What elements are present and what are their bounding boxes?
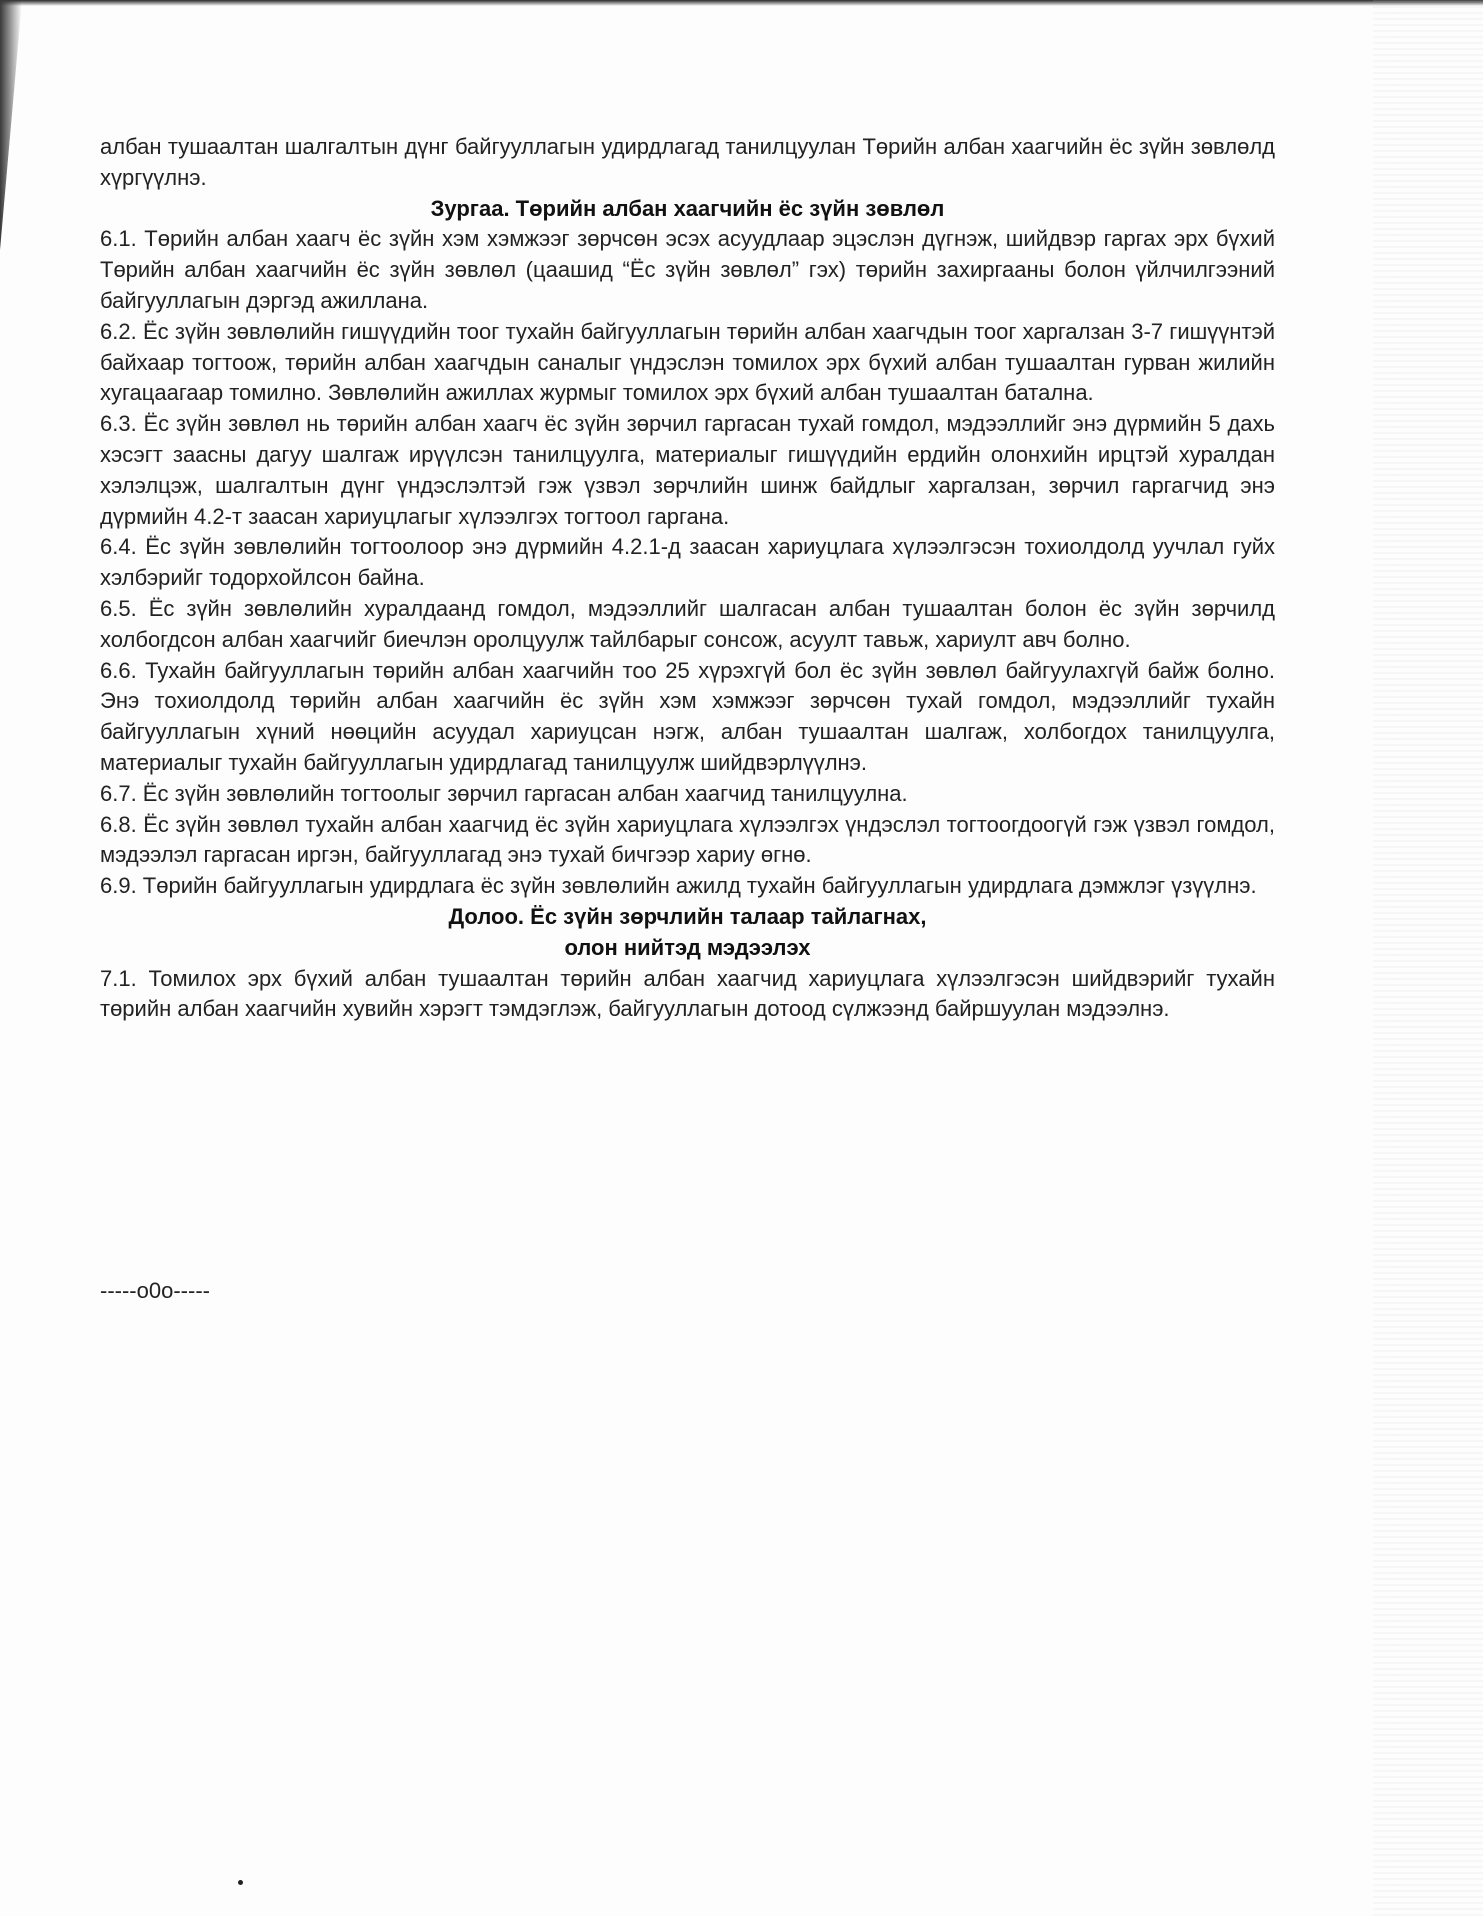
clause-6-6: 6.6. Тухайн байгууллагын төрийн албан хаагчийн тоо 25 хүрэхгүй бол ёс зүйн зөвлөл байгуулахгүй байж болно. Энэ тохиолдолд төрийн албан хаагчийн ёс зүйн хэм хэмжээг зөрчсөн тухай гомдол, мэдээллийг тухайн байгууллагын хүний нөөцийн асуудал хариуцсан нэгж, албан тушаалтан шалгаж, холбогдох танилцуулга, материалыг тухайн байгууллагын удирдлагад танилцуулж шийдвэрлүүлнэ. [100,657,1275,775]
clause-6-9: 6.9. Төрийн байгууллагын удирдлага ёс зүйн зөвлөлийн ажилд тухайн байгууллагын удирдлага дэмжлэг үзүүлнэ. [100,873,1257,899]
scan-edge-left [0,0,22,250]
clause-6-4: 6.4. Ёс зүйн зөвлөлийн тогтоолоор энэ дүрмийн 4.2.1-д заасан хариуцлага хүлээлгэсэн тохиолдолд уучлал гуйх хэлбэрийг тодорхойлсон байна. [100,534,1275,591]
section-6-title: Зургаа. Төрийн албан хаагчийн ёс зүйн зөвлөл [430,195,945,221]
clause-6-1: 6.1. Төрийн албан хаагч ёс зүйн хэм хэмжээг зөрчсөн эсэх асуудлаар эцэслэн дүгнэж, шийдвэр гаргах эрх бүхий Төрийн албан хаагчийн ёс зүйн зөвлөл (цаашид “Ёс зүйн зөвлөл” гэх) төрийн захиргааны болон үйлчилгээний байгууллагын дэргэд ажиллана. [100,226,1275,313]
section-7-title-line-2: олон нийтэд мэдээлэх [564,934,811,960]
scan-edge-top [0,0,1483,6]
section-7-title-line-1: Долоо. Ёс зүйн зөрчлийн талаар тайлагнах, [448,903,927,929]
clause-6-3: 6.3. Ёс зүйн зөвлөл нь төрийн албан хаагч ёс зүйн зөрчил гаргасан тухай гомдол, мэдээллийг энэ дүрмийн 5 дахь хэсэгт заасны дагуу шалгаж ирүүлсэн танилцуулга, материалыг гишүүдийн ердийн олонхийн ирцтэй хуралдан хэлэлцэж, шалгалтын дүнг үндэслэлтэй гэж үзвэл зөрчлийн шинж байдлыг харгалзан, зөрчил гаргагчид энэ дүрмийн 4.2-т заасан хариуцлагыг хүлээлгэх тогтоол гаргана. [100,411,1275,529]
clause-6-5: 6.5. Ёс зүйн зөвлөлийн хуралдаанд гомдол, мэдээллийг шалгасан албан тушаалтан болон ёс зүйн зөрчилд холбогдсон албан хаагчийг биечлэн оролцуулж тайлбарыг сонсож, асуулт тавьж, хариулт авч болно. [100,595,1275,652]
scan-speck [238,1880,243,1885]
intro-paragraph: албан тушаалтан шалгалтын дүнг байгууллагын удирдлагад танилцуулан Төрийн албан хаагчийн ёс зүйн зөвлөлд хүргүүлнэ. [100,134,1275,190]
document-end-mark: -----o0o----- [100,1278,210,1303]
clause-6-7: 6.7. Ёс зүйн зөвлөлийн тогтоолыг зөрчил гаргасан албан хаагчид танилцуулна. [100,780,908,806]
clause-7-1: 7.1. Томилох эрх бүхий албан тушаалтан төрийн албан хаагчид хариуцлага хүлээлгэсэн шийдвэрийг тухайн төрийн албан хаагчийн хувийн хэрэгт тэмдэглэж, байгууллагын дотоод сүлжээнд байршуулан мэдээлнэ. [100,965,1275,1022]
document-body [100,132,1275,1025]
scan-noise-right [1373,0,1483,1916]
clause-6-8: 6.8. Ёс зүйн зөвлөл тухайн албан хаагчид ёс зүйн хариуцлага хүлээлгэх үндэслэл тогтоогдоогүй гэж үзвэл гомдол, мэдээлэл гаргасан иргэн, байгууллагад энэ тухай бичгээр хариу өгнө. [100,811,1275,868]
clause-6-2: 6.2. Ёс зүйн зөвлөлийн гишүүдийн тоог тухайн байгууллагын төрийн албан хаагчдын тоог харгалзан 3-7 гишүүнтэй байхаар тогтоож, төрийн албан хаагчдын саналыг үндэслэн томилох эрх бүхий албан тушаалтан гурван жилийн хугацаагаар томилно. Зөвлөлийн ажиллах журмыг томилох эрх бүхий албан тушаалтан батална. [100,318,1275,406]
